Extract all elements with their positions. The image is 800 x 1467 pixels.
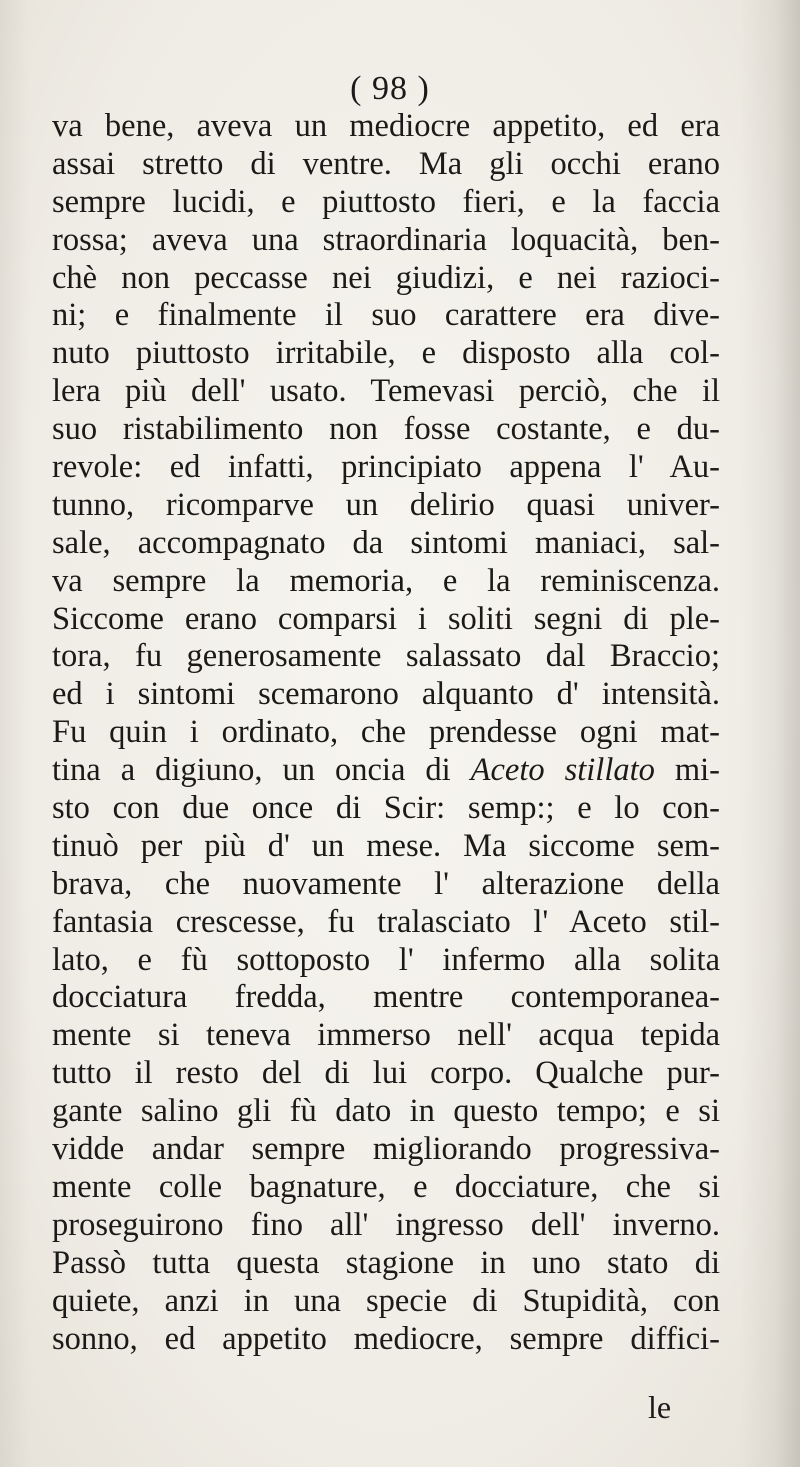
text-line-segment: va bene, aveva un mediocre appetito, ed era <box>52 108 720 144</box>
text-line <box>52 942 720 980</box>
text-line <box>52 866 720 904</box>
text-line <box>52 222 720 260</box>
text-line <box>52 1283 720 1321</box>
text-line-segment: nuto piuttosto irritabile, e disposto alla col- <box>52 335 720 372</box>
text-line-segment: tora, fu generosamente salassato dal Braccio; <box>52 638 720 675</box>
text-line <box>52 638 720 676</box>
text-line-segment: revole: ed infatti, principiato appena l' Au- <box>52 449 720 486</box>
body-text <box>52 108 720 1358</box>
text-line-segment: fantasia crescesse, fu tralasciato l' Aceto stil- <box>52 903 720 940</box>
text-line-segment: tunno, ricomparve un delirio quasi univer- <box>52 486 720 523</box>
text-line <box>52 1207 720 1245</box>
text-line-segment: tinuò per più d' un mese. Ma siccome sem- <box>52 827 720 864</box>
catchword: le <box>648 1389 672 1425</box>
text-line-segment: Siccome erano comparsi i soliti segni di ple- <box>52 600 720 637</box>
text-line-segment: ed i sintomi scemarono alquanto d' intensità. <box>52 676 720 713</box>
text-line-segment: sale, accompagnato da sintomi maniaci, sal- <box>52 524 720 561</box>
text-line <box>52 563 720 601</box>
text-line <box>52 1093 720 1131</box>
text-line-segment: brava, che nuovamente l' alterazione della <box>52 865 720 902</box>
text-line-segment: lera più dell' usato. Temevasi perciò, che il <box>52 373 720 410</box>
text-line-segment: proseguirono fino all' ingresso dell' inverno. <box>52 1206 720 1243</box>
text-line <box>52 1245 720 1283</box>
text-line-segment: mente colle bagnature, e docciature, che si <box>52 1168 720 1205</box>
text-line <box>52 790 720 828</box>
text-line <box>52 1131 720 1169</box>
text-line-segment: rossa; aveva una straordinaria loquacità, ben- <box>52 221 720 258</box>
text-line <box>52 411 720 449</box>
text-line-segment: suo ristabilimento non fosse costante, e du- <box>52 411 720 448</box>
text-line <box>52 525 720 563</box>
text-line <box>52 1017 720 1055</box>
text-line-segment: tutto il resto del di lui corpo. Qualche pur- <box>52 1055 720 1092</box>
text-line <box>52 335 720 373</box>
text-line <box>52 676 720 714</box>
page-number: ( 98 ) <box>350 70 430 107</box>
text-line <box>52 373 720 411</box>
text-line <box>52 108 720 146</box>
text-line <box>52 449 720 487</box>
text-line <box>52 1055 720 1093</box>
text-line <box>52 752 720 790</box>
text-line-segment: assai stretto di ventre. Ma gli occhi erano <box>52 145 720 182</box>
text-line-segment: Fu quin i ordinato, che prendesse ogni mat- <box>52 714 720 751</box>
text-line-segment: sonno, ed appetito mediocre, sempre diffici- <box>52 1320 720 1357</box>
text-line-segment: gante salino gli fù dato in questo tempo; e si <box>52 1093 720 1130</box>
text-line-segment: chè non peccasse nei giudizi, e nei razioci- <box>52 259 720 296</box>
text-line <box>52 1169 720 1207</box>
text-line <box>52 979 720 1017</box>
page-right-shadow <box>740 0 800 1467</box>
text-line <box>52 146 720 184</box>
text-line <box>52 714 720 752</box>
text-line <box>52 1321 720 1359</box>
text-line-segment: sempre lucidi, e piuttosto fieri, e la faccia <box>52 183 720 220</box>
text-line-segment: lato, e fù sottoposto l' infermo alla solita <box>52 941 720 978</box>
text-line-segment: Passò tutta questa stagione in uno stato di <box>52 1244 720 1281</box>
text-line-segment: mi- <box>654 752 720 789</box>
text-line <box>52 601 720 639</box>
text-line-segment: sto con due once di Scir: semp:; e lo con- <box>52 790 720 827</box>
text-line-segment: tina a digiuno, un oncia di <box>52 752 471 789</box>
text-line <box>52 184 720 222</box>
text-line <box>52 828 720 866</box>
text-line <box>52 487 720 525</box>
text-line <box>52 904 720 942</box>
text-line-segment: docciatura fredda, mentre contemporanea- <box>52 979 720 1016</box>
page-left-shadow <box>0 0 30 1467</box>
text-line-segment: quiete, anzi in una specie di Stupidità, con <box>52 1282 720 1319</box>
text-line-segment: va sempre la memoria, e la reminiscenza. <box>52 562 720 599</box>
text-line-segment: vidde andar sempre migliorando progressiva- <box>52 1131 720 1168</box>
text-line <box>52 297 720 335</box>
text-line-segment: ni; e finalmente il suo carattere era dive- <box>52 297 720 334</box>
text-line-segment: mente si teneva immerso nell' acqua tepida <box>52 1017 720 1054</box>
italic-term: Aceto stillato <box>470 752 655 789</box>
text-line <box>52 260 720 298</box>
